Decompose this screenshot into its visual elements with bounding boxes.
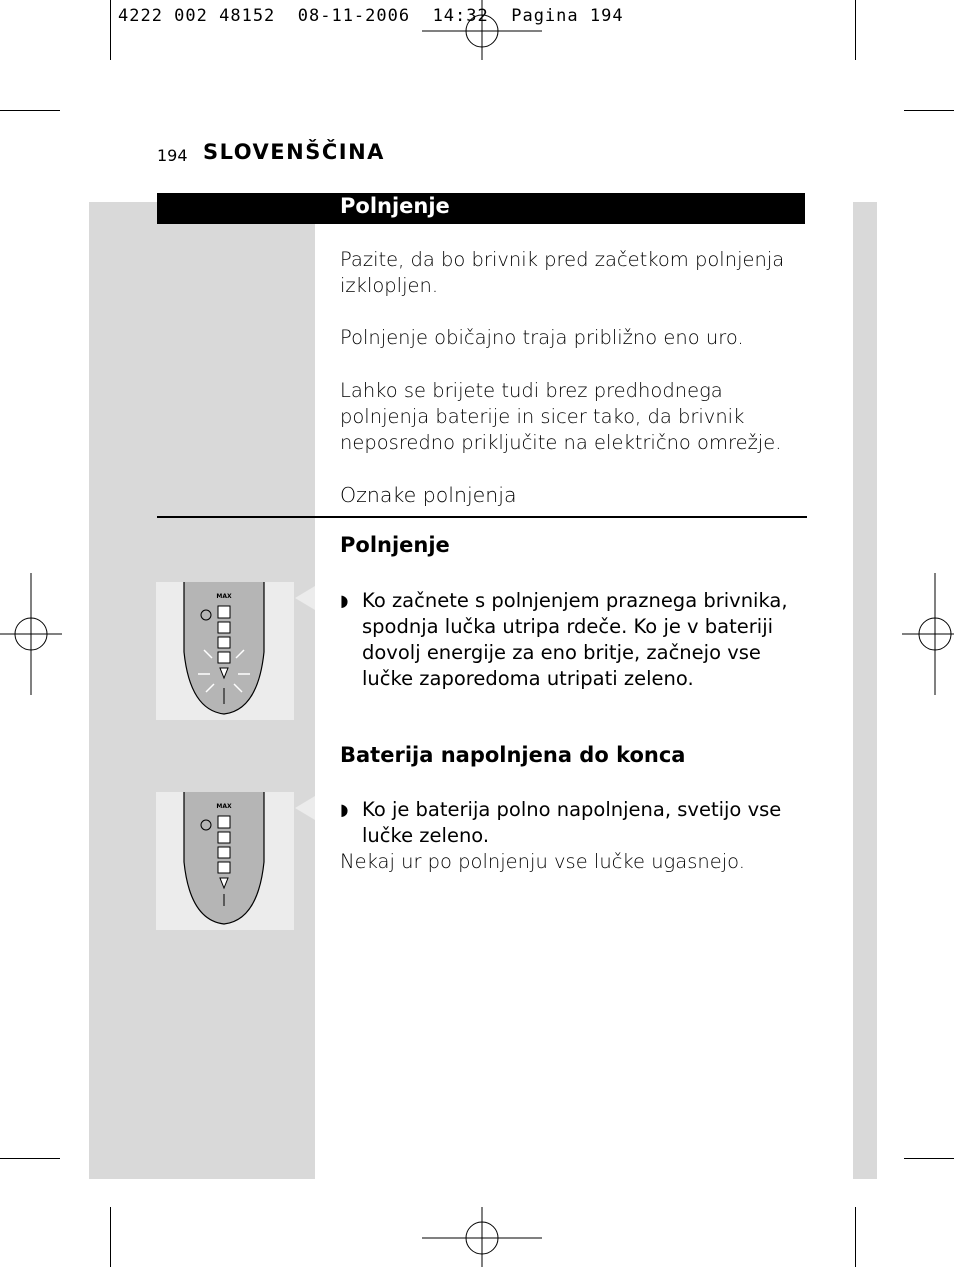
- shaver-display-icon: [156, 582, 294, 720]
- registration-mark-icon: [422, 1207, 542, 1267]
- intro-paragraph: Pazite, da bo brivnik pred začetkom polnjenja izklopljen.: [340, 248, 785, 297]
- intro-paragraph: Polnjenje običajno traja približno eno uro.: [340, 326, 744, 349]
- shaver-display-icon: [156, 792, 294, 930]
- full-bullet: [340, 797, 810, 849]
- crop-mark: [855, 0, 856, 60]
- crop-mark: [110, 0, 111, 60]
- crop-mark: [904, 110, 954, 111]
- shaver-display-full-illustration: [156, 792, 294, 930]
- bullet-icon: ◗: [340, 800, 349, 819]
- crop-mark: [0, 110, 60, 111]
- callout-pointer: [295, 586, 315, 610]
- registration-mark-icon: [902, 573, 954, 695]
- section-title: Polnjenje: [340, 194, 450, 218]
- section-rule: [157, 516, 807, 518]
- charging-bullet: [340, 588, 810, 692]
- full-bullet-text: Ko je baterija polno napolnjena, svetijo vse lučke zeleno.: [362, 798, 782, 847]
- section-bar: [157, 193, 805, 224]
- page-number: 194: [157, 146, 188, 165]
- language-title: SLOVENŠČINA: [203, 140, 385, 164]
- crop-mark: [904, 1158, 954, 1159]
- bullet-icon: ◗: [340, 591, 349, 610]
- shaver-display-charging-illustration: [156, 582, 294, 720]
- charging-bullet-text: Ko začnete s polnjenjem praznega brivnika, spodnja lučka utripa rdeče. Ko je v bateriji dovolj energije za eno britje, začnejo vse lučke zaporedoma utripati zeleno.: [362, 589, 788, 690]
- full-note: Nekaj ur po polnjenju vse lučke ugasnejo.: [340, 850, 745, 873]
- full-heading: Baterija napolnjena do konca: [340, 743, 686, 767]
- indications-heading: Oznake polnjenja: [340, 483, 517, 507]
- max-label: MAX: [216, 803, 232, 810]
- charging-heading: Polnjenje: [340, 533, 450, 557]
- max-label: MAX: [216, 593, 232, 600]
- print-header: 4222 002 48152 08-11-2006 14:32 Pagina 194: [118, 6, 624, 26]
- crop-mark: [855, 1207, 856, 1267]
- registration-mark-icon: [422, 0, 542, 62]
- intro-paragraph: Lahko se brijete tudi brez predhodnega polnjenja baterije in sicer tako, da brivnik neposredno priključite na električno omrežje.: [340, 379, 782, 454]
- callout-pointer: [295, 796, 315, 820]
- registration-mark-icon: [0, 573, 62, 695]
- crop-mark: [110, 1207, 111, 1267]
- right-margin-band: [853, 202, 877, 1179]
- crop-mark: [0, 1158, 60, 1159]
